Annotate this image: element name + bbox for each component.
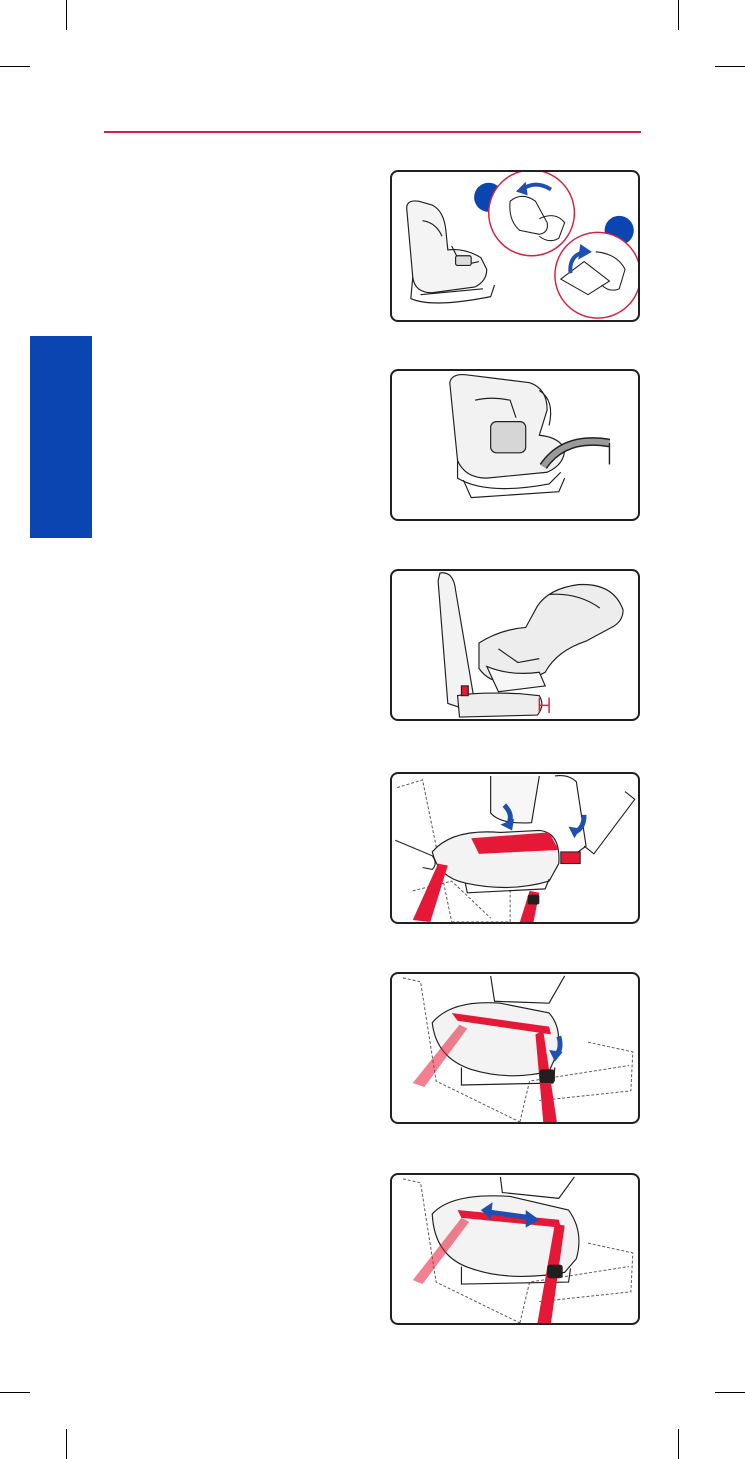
- crop-mark-top-right-h: [715, 66, 745, 67]
- car-seat-icon: [479, 585, 623, 692]
- section-tab: [30, 336, 92, 538]
- crop-mark-bottom-right-v: [678, 1429, 679, 1459]
- crop-mark-top-left-h: [0, 66, 30, 67]
- crop-mark-bottom-right-h: [715, 1392, 745, 1393]
- step-2-drawing: [392, 371, 638, 519]
- crop-mark-top-left-v: [66, 0, 67, 30]
- step-2-illustration: [390, 369, 640, 521]
- detail-circle-2: [555, 232, 638, 318]
- crop-mark-bottom-left-v: [66, 1429, 67, 1459]
- step-4-illustration: [390, 772, 640, 924]
- step-5-illustration: [390, 972, 640, 1124]
- step-4-drawing: [392, 774, 638, 922]
- step-5-drawing: [392, 974, 638, 1122]
- header-rule: [104, 131, 641, 133]
- crop-mark-bottom-left-h: [0, 1392, 30, 1393]
- step-6-drawing: [392, 1175, 638, 1323]
- car-seat-icon: [450, 375, 565, 498]
- detail-circle-1: [489, 172, 575, 256]
- step-1-illustration: [390, 170, 640, 322]
- car-seat-icon: [432, 776, 586, 893]
- step-3-illustration: [390, 569, 640, 721]
- step-6-illustration: [390, 1173, 640, 1325]
- step-3-drawing: [392, 571, 638, 719]
- crop-mark-top-right-v: [678, 0, 679, 30]
- step-1-drawing: [392, 172, 638, 320]
- car-seat-icon: [407, 201, 495, 303]
